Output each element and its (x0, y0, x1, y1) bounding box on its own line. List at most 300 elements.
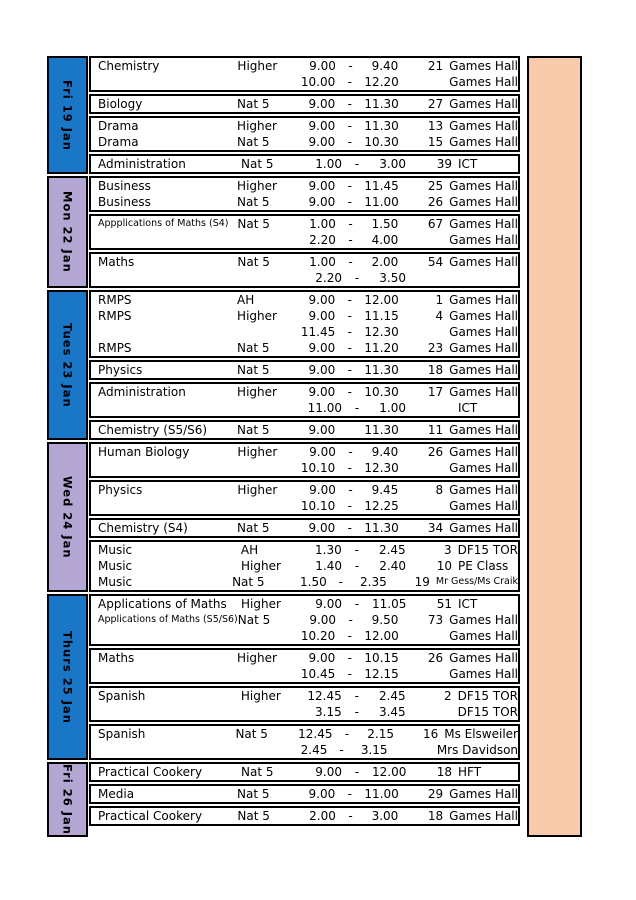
start-time-cell: 9.00 (309, 483, 336, 497)
start-time-cell: 11.45 (300, 325, 336, 339)
location-cell: DF15 TOR (457, 543, 518, 557)
end-time-cell: 4.00 (371, 233, 399, 247)
location-cell: Games Hall (449, 255, 518, 269)
level-cell: AH (237, 293, 255, 307)
end-time-cell: 1.50 (371, 217, 399, 231)
level-cell: Higher (240, 689, 281, 703)
subject-cell (91, 270, 241, 286)
location-cell: Ms Elsweiler (444, 727, 518, 741)
end-time-cell: 2.45 (378, 689, 406, 703)
exam-row (91, 688, 518, 704)
end-time-cell: 2.00 (371, 255, 399, 269)
exam-row (91, 444, 518, 460)
location-cell: Games Hall (449, 217, 518, 231)
level-cell: Higher (237, 119, 277, 133)
end-time-cell: 9.45 (371, 483, 399, 497)
time-dash: - (347, 499, 352, 513)
location-cell: DF15 TOR (457, 689, 518, 703)
time-dash: - (354, 689, 359, 703)
subject-cell (91, 742, 232, 758)
candidate-count-cell: 34 (427, 521, 444, 535)
candidate-count-cell: 18 (436, 765, 452, 779)
exam-row (91, 216, 518, 232)
subject-cell: Applications of Maths (S5/S6) (98, 614, 238, 625)
end-time-cell: 2.40 (379, 559, 406, 573)
level-cell: Nat 5 (237, 809, 270, 823)
level-cell: Nat 5 (237, 195, 270, 209)
exam-row (91, 232, 518, 248)
location-cell: Games Hall (449, 651, 518, 665)
exam-block (89, 94, 520, 114)
exam-block (89, 762, 520, 782)
time-dash: - (347, 179, 352, 193)
time-dash: - (348, 59, 353, 73)
time-dash: - (347, 385, 352, 399)
level-cell: Higher (237, 179, 277, 193)
exam-row (91, 324, 518, 340)
candidate-count-cell: 26 (427, 651, 444, 665)
start-time-cell: 1.00 (309, 217, 336, 231)
exam-row (91, 340, 518, 356)
location-cell: Games Hall (449, 233, 518, 247)
start-time-cell: 9.00 (308, 363, 336, 377)
candidate-count-cell (398, 628, 443, 644)
subject-cell: Maths (98, 651, 135, 665)
level-cell: Nat 5 (237, 97, 270, 111)
exam-row (91, 460, 518, 476)
day-cell (47, 56, 88, 174)
exam-row (91, 808, 518, 824)
time-dash: - (347, 119, 352, 133)
level-cell: Nat 5 (237, 135, 270, 149)
location-cell: Games Hall (449, 499, 518, 513)
end-time-cell: 12.25 (364, 499, 399, 513)
level-cell (237, 666, 295, 682)
location-cell: Games Hall (449, 293, 518, 307)
subject-cell: Spanish (98, 689, 146, 703)
subject-cell (91, 460, 237, 476)
end-time-cell: 12.00 (364, 629, 399, 643)
location-cell: Games Hall (449, 97, 518, 111)
level-cell: Nat 5 (235, 727, 268, 741)
day-row (47, 290, 520, 440)
start-time-cell: 1.00 (315, 157, 342, 171)
time-dash: - (339, 743, 344, 757)
subject-cell: Music (98, 575, 133, 589)
day-exam-blocks (89, 594, 520, 760)
exam-row (91, 574, 518, 590)
end-time-cell: 3.00 (371, 809, 399, 823)
location-cell: Games Hall (449, 445, 518, 459)
level-cell: Nat 5 (237, 363, 270, 377)
subject-cell: Physics (98, 483, 143, 497)
level-cell: Higher (237, 483, 278, 497)
day-row (47, 442, 520, 592)
level-cell: Nat 5 (237, 787, 270, 801)
time-dash: - (348, 809, 353, 823)
exam-row (91, 422, 518, 438)
end-time-cell: 10.30 (364, 135, 399, 149)
time-dash: - (348, 445, 353, 459)
subject-cell: Business (98, 195, 151, 209)
start-time-cell: 9.00 (308, 651, 336, 665)
location-cell: Games Hall (449, 667, 518, 681)
exam-row (91, 254, 518, 270)
subject-cell (91, 324, 237, 340)
candidate-count-cell: 17 (427, 385, 444, 399)
day-exam-blocks (89, 290, 520, 440)
exam-block (89, 290, 520, 358)
end-time-cell: 11.20 (364, 341, 399, 355)
location-cell: Games Hall (449, 629, 518, 643)
day-exam-blocks (89, 762, 520, 837)
start-time-cell: 9.00 (308, 179, 336, 193)
start-time-cell: 1.00 (309, 255, 336, 269)
level-cell: Nat 5 (237, 521, 270, 535)
start-time-cell: 10.10 (300, 461, 336, 475)
exam-block (89, 116, 520, 152)
exam-row (91, 786, 518, 802)
end-time-cell: 12.00 (372, 765, 407, 779)
subject-cell: Biology (98, 97, 143, 111)
subject-cell: Chemistry (98, 59, 160, 73)
start-time-cell: 9.00 (309, 613, 337, 627)
exam-block (89, 252, 520, 288)
end-time-cell: 1.00 (379, 401, 406, 415)
subject-cell (91, 232, 237, 248)
level-cell (237, 628, 295, 644)
end-time-cell: 12.30 (364, 325, 399, 339)
exam-row (91, 666, 518, 682)
end-time-cell: 3.15 (360, 743, 388, 757)
start-time-cell: 9.00 (308, 787, 336, 801)
time-dash: - (347, 787, 352, 801)
end-time-cell: 12.20 (364, 75, 399, 89)
time-dash: - (347, 309, 352, 323)
start-time-cell: 9.00 (308, 293, 336, 307)
exam-row (91, 612, 518, 628)
location-cell (452, 270, 518, 286)
candidate-count-cell: 29 (427, 787, 444, 801)
time-dash: - (338, 575, 343, 589)
location-cell: Games Hall (449, 179, 518, 193)
subject-cell (91, 666, 237, 682)
end-time-cell: 11.30 (364, 363, 399, 377)
exam-block (89, 518, 520, 538)
level-cell (241, 704, 301, 720)
exam-row (91, 270, 518, 286)
end-time-cell: 10.30 (364, 385, 399, 399)
location-cell: Games Hall (449, 483, 518, 497)
location-cell: Games Hall (449, 423, 518, 437)
exam-row (91, 178, 518, 194)
time-dash (335, 422, 364, 438)
end-time-cell: 3.45 (378, 705, 406, 719)
exam-row (91, 58, 518, 74)
time-dash: - (354, 705, 359, 719)
subject-cell: Administration (98, 385, 186, 399)
subject-cell: Drama (98, 119, 139, 133)
candidate-count-cell (398, 74, 443, 90)
exam-row (91, 308, 518, 324)
exam-block (89, 784, 520, 804)
start-time-cell: 1.30 (315, 543, 342, 557)
time-dash: - (347, 667, 352, 681)
start-time-cell: 2.45 (300, 743, 328, 757)
subject-cell: Music (98, 543, 133, 557)
location-cell: Games Hall (449, 787, 518, 801)
level-cell: Nat 5 (237, 255, 270, 269)
exam-row (91, 764, 518, 780)
time-dash: - (354, 559, 360, 573)
end-time-cell: 11.00 (364, 787, 399, 801)
level-cell: Nat 5 (237, 423, 270, 437)
exam-row (91, 650, 518, 666)
time-dash: - (354, 271, 360, 285)
time-dash: - (347, 651, 352, 665)
level-cell: Higher (237, 651, 277, 665)
start-time-cell: 1.40 (315, 559, 342, 573)
start-time-cell: 2.20 (315, 271, 342, 285)
start-time-cell: 9.00 (315, 765, 342, 779)
candidate-count-cell: 51 (436, 597, 452, 611)
candidate-count-cell (406, 704, 452, 720)
subject-cell: Appplications of Maths (S4) (98, 218, 229, 229)
location-cell: Games Hall (449, 613, 518, 627)
exam-row (91, 482, 518, 498)
subject-cell: RMPS (98, 293, 132, 307)
candidate-count-cell: 10 (436, 559, 452, 573)
subject-cell: Media (98, 787, 135, 801)
start-time-cell: 10.45 (300, 667, 336, 681)
start-time-cell: 9.00 (308, 423, 336, 437)
candidate-count-cell: 16 (422, 727, 439, 741)
subject-cell: Practical Cookery (98, 809, 203, 823)
candidate-count-cell: 25 (427, 179, 444, 193)
subject-cell (91, 498, 237, 514)
exam-row (91, 558, 518, 574)
subject-cell: RMPS (98, 341, 132, 355)
candidate-count-cell (406, 270, 452, 286)
subject-cell: Chemistry (S5/S6) (98, 423, 208, 437)
start-time-cell: 9.00 (309, 445, 336, 459)
start-time-cell: 9.00 (308, 341, 336, 355)
location-cell: Mr Gess/Ms Craik (435, 576, 518, 587)
day-row (47, 594, 520, 760)
exam-block (89, 56, 520, 92)
level-cell: Higher (237, 59, 278, 73)
day-label: Thurs 25 Jan (60, 630, 75, 724)
exam-block (89, 480, 520, 516)
start-time-cell: 10.20 (300, 629, 336, 643)
candidate-count-cell: 67 (427, 217, 444, 231)
end-time-cell: 2.35 (360, 575, 387, 589)
start-time-cell: 10.10 (300, 499, 336, 513)
candidate-count-cell (398, 232, 443, 248)
end-time-cell: 11.45 (364, 179, 399, 193)
exam-row (91, 96, 518, 112)
end-time-cell: 12.00 (364, 293, 399, 307)
end-time-cell: 2.45 (378, 543, 406, 557)
location-cell: Games Hall (449, 363, 518, 377)
time-dash: - (354, 543, 359, 557)
subject-cell: Music (98, 559, 133, 573)
candidate-count-cell: 18 (427, 363, 444, 377)
start-time-cell: 12.45 (307, 689, 342, 703)
end-time-cell: 11.15 (364, 309, 399, 323)
day-cell (47, 594, 88, 760)
exam-block (89, 648, 520, 684)
day-exam-blocks (89, 442, 520, 592)
end-time-cell: 11.30 (364, 521, 399, 535)
candidate-count-cell (388, 742, 431, 758)
exam-block (89, 214, 520, 250)
start-time-cell: 9.00 (309, 59, 336, 73)
start-time-cell: 9.00 (308, 97, 336, 111)
level-cell (241, 400, 301, 416)
level-cell (241, 270, 301, 286)
start-time-cell: 2.00 (309, 809, 336, 823)
exam-block (89, 540, 520, 592)
location-cell: Games Hall (449, 309, 518, 323)
day-exam-blocks (89, 56, 520, 174)
start-time-cell: 1.50 (300, 575, 327, 589)
level-cell: Nat 5 (237, 341, 270, 355)
time-dash: - (347, 629, 352, 643)
start-time-cell: 12.45 (298, 727, 333, 741)
day-row (47, 176, 520, 288)
time-dash: - (347, 521, 352, 535)
location-cell: Games Hall (449, 809, 518, 823)
location-cell: Games Hall (449, 341, 518, 355)
candidate-count-cell: 11 (427, 423, 444, 437)
subject-cell: Chemistry (S4) (98, 521, 188, 535)
candidate-count-cell: 39 (436, 157, 452, 171)
location-cell: HFT (458, 765, 482, 779)
level-cell: Nat 5 (232, 575, 265, 589)
exam-row (91, 596, 518, 612)
exam-row (91, 74, 518, 90)
level-cell: Nat 5 (241, 157, 274, 171)
subject-cell: Practical Cookery (98, 765, 203, 779)
start-time-cell: 9.00 (308, 521, 336, 535)
exam-row (91, 520, 518, 536)
end-time-cell: 11.30 (364, 97, 399, 111)
exam-block (89, 724, 520, 760)
time-dash: - (348, 613, 353, 627)
day-label: Tues 23 Jan (60, 322, 75, 408)
start-time-cell: 9.00 (308, 135, 336, 149)
candidate-count-cell: 26 (427, 445, 444, 459)
candidate-count-cell: 3 (444, 543, 452, 557)
time-dash: - (348, 255, 353, 269)
subject-cell: RMPS (98, 309, 132, 323)
exam-row (91, 726, 518, 742)
level-cell: Higher (241, 597, 281, 611)
end-time-cell: 2.15 (367, 727, 395, 741)
level-cell (237, 498, 295, 514)
exam-row (91, 118, 518, 134)
day-row (47, 56, 520, 174)
level-cell (237, 324, 295, 340)
subject-cell: Maths (98, 255, 135, 269)
subject-cell: Spanish (98, 727, 146, 741)
location-cell: Games Hall (449, 59, 518, 73)
time-dash: - (348, 233, 353, 247)
time-dash: - (354, 765, 360, 779)
exam-block (89, 420, 520, 440)
level-cell (237, 460, 295, 476)
level-cell: Nat 5 (237, 217, 270, 231)
exam-row (91, 542, 518, 558)
end-time-cell: 9.40 (371, 59, 399, 73)
candidate-count-cell: 2 (444, 689, 452, 703)
level-cell (232, 742, 288, 758)
end-time-cell: 10.15 (364, 651, 399, 665)
exam-row (91, 628, 518, 644)
exam-row (91, 384, 518, 400)
day-label: Fri 26 Jan (60, 764, 75, 835)
day-label: Mon 22 Jan (60, 191, 75, 273)
time-dash: - (347, 293, 352, 307)
candidate-count-cell: 73 (427, 613, 444, 627)
end-time-cell: 3.50 (379, 271, 406, 285)
level-cell: Higher (237, 385, 277, 399)
candidate-count-cell (398, 324, 443, 340)
candidate-count-cell: 26 (427, 195, 444, 209)
exam-block (89, 442, 520, 478)
subject-cell (91, 74, 237, 90)
level-cell: Higher (241, 559, 281, 573)
subject-cell: Drama (98, 135, 139, 149)
candidate-count-cell (398, 666, 443, 682)
exam-row (91, 292, 518, 308)
location-cell: Games Hall (449, 385, 518, 399)
level-cell: Nat 5 (237, 613, 271, 627)
candidate-count-cell: 8 (435, 483, 444, 497)
end-time-cell: 11.00 (364, 195, 399, 209)
subject-cell: Business (98, 179, 151, 193)
candidate-count-cell: 1 (435, 293, 444, 307)
exam-block (89, 594, 520, 646)
subject-cell (91, 400, 241, 416)
candidate-count-cell (406, 400, 452, 416)
end-time-cell: 11.05 (372, 597, 407, 611)
candidate-count-cell (398, 498, 443, 514)
location-cell: ICT (458, 401, 478, 415)
time-dash: - (347, 461, 352, 475)
end-time-cell: 11.30 (364, 423, 399, 437)
end-time-cell: 9.40 (371, 445, 399, 459)
level-cell: Higher (237, 309, 277, 323)
exam-row (91, 742, 518, 758)
level-cell (237, 232, 296, 248)
exam-timetable (47, 56, 582, 837)
day-label: Wed 24 Jan (60, 475, 75, 559)
day-exam-blocks (89, 176, 520, 288)
subject-cell (91, 704, 241, 720)
end-time-cell: 11.30 (364, 119, 399, 133)
candidate-count-cell (398, 460, 443, 476)
time-dash: - (347, 75, 352, 89)
day-cell (47, 762, 88, 837)
end-time-cell: 12.30 (364, 461, 399, 475)
time-dash: - (347, 341, 352, 355)
location-cell: Games Hall (449, 75, 518, 89)
end-time-cell: 3.00 (379, 157, 406, 171)
start-time-cell: 9.00 (308, 309, 336, 323)
candidate-count-cell: 19 (414, 575, 430, 589)
